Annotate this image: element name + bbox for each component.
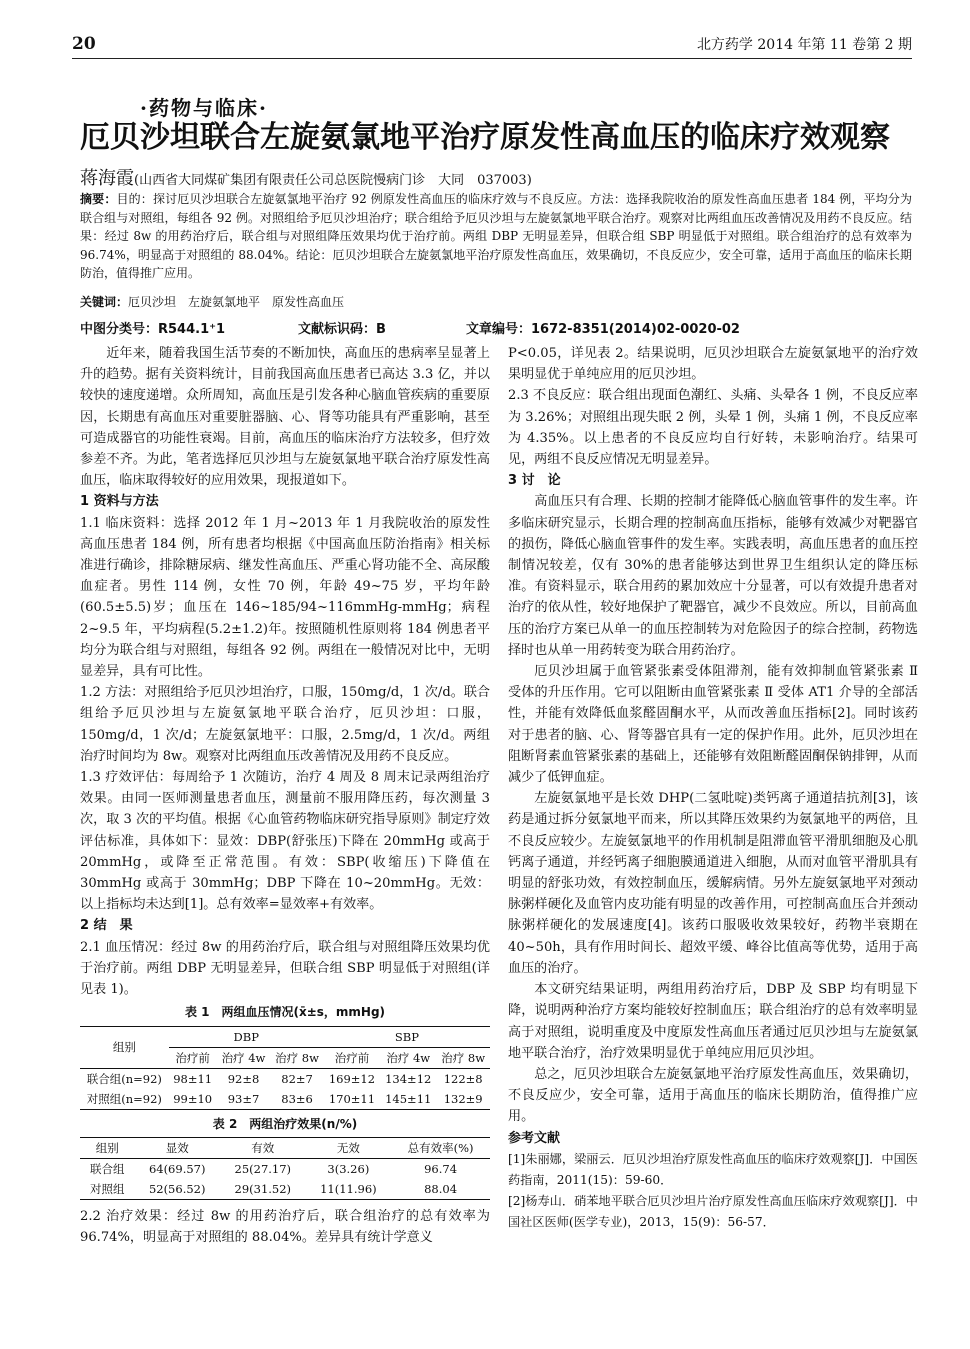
heading-results: 2 结 果: [80, 918, 133, 934]
table1-cell: 170±11: [324, 1089, 380, 1110]
running-header: [72, 26, 912, 59]
table2-cell: 96.74: [424, 1161, 458, 1176]
table1-cell: 联合组(n=92): [86, 1071, 162, 1086]
paragraph-1-3: 1.3 疗效评估：每周给予 1 次随访，治疗 4 周及 8 周末记录两组治疗效果。由同一医师测量患者血压，测量前不服用降压药，每次测量 3 次，取 3 次的平均值。根据《心血管药物临床研究指导原则》制定疗效评估标准，具体如下：显效：DBP(舒张压)下降在 20mmHg 或高于 20mmHg，或降至正常范围。有效：SBP(收缩压)下降值在 30mmHg 或高于 30mmHg；DBP 下降在 10~20mmHg。无效：以上指标均未达到[1]。总有效率=显效率+有效率。: [80, 770, 490, 913]
table1-cell: 122±8: [443, 1071, 483, 1086]
heading-materials-methods: 1 资料与方法: [80, 494, 159, 510]
paragraph-2-1: 2.1 血压情况：经过 8w 的用药治疗后，联合组与对照组降压效果均优于治疗前。两组 DBP 无明显差异，但联合组 SBP 明显低于对照组(详见表 1)。: [80, 939, 490, 998]
article-title: 厄贝沙坦联合左旋氨氯地平治疗原发性高血压的临床疗效观察: [80, 120, 890, 155]
table2-caption: 表 2 两组治疗效果(n/%): [212, 1116, 358, 1131]
discussion-paragraph: 左旋氨氯地平是长效 DHP(二氢吡啶)类钙离子通道拮抗剂[3]，该药是通过拆分氨氯地平而来，所以其降压效果约为氨氯地平的两倍，且不良反应较少。左旋氨氯地平的作用机制是阻滞血管平滑肌细胞及心肌钙离子通道，并经钙离子细胞膜通道进入细胞，从而对血管平滑肌具有明显的舒张功效，有效控制血压，缓解病情。另外左旋氨氯地平对颈动脉粥样硬化及血管内皮功能有明显的改善作用，可控制高血压合并颈动脉粥样硬化的发展速度[4]。该药口服吸收效果较好，药物半衰期在 40~50h，具有作用时间长、超效平缓、峰谷比值高等优势，适用于高血压的治疗。: [508, 791, 918, 976]
table1-subheader: 治疗 8w: [270, 1047, 324, 1068]
abstract-label: 摘要：: [80, 192, 117, 206]
table1-cell: 83±6: [270, 1089, 324, 1110]
table1-subheader: 治疗 4w: [217, 1047, 271, 1068]
table2-cell: 29(31.52): [220, 1179, 306, 1200]
left-column: [80, 343, 490, 1248]
discussion-paragraph: 厄贝沙坦属于血管紧张素受体阻滞剂，能有效抑制血管紧张素 Ⅱ 受体的升压作用。它可以阻断由血管紧张素 Ⅱ 受体 AT1 介导的全部活性，并能有效降低血浆醛固酮水平，从而改善血压指标[2]。同时该药对于患者的脑、心、肾等器官具有一定的保护作用。此外，厄贝沙坦在阻断肾素血管紧张素的基础上，还能够有效阻断醛固酮保钠排钾，从而减少了低钾血症。: [508, 664, 918, 786]
author-line: [80, 164, 532, 190]
table2-header: 显效: [134, 1137, 220, 1158]
table1-group-header: 组别: [80, 1026, 169, 1068]
table2-cell: 对照组: [80, 1179, 134, 1200]
table-row: [80, 1068, 490, 1089]
table2-cell: 3(3.26): [327, 1161, 370, 1176]
table1-cell: 99±10: [169, 1089, 217, 1110]
table1-subheader: 治疗 8w: [436, 1047, 490, 1068]
article-number: 文章编号：1672-8351(2014)02-0020-02: [466, 322, 740, 337]
intro-paragraph: 近年来，随着我国生活节奏的不断加快，高血压的患病率呈显著上升的趋势。据有关资料统计，目前我国高血压患者已高达 3.3 亿，并以较快的速度递增。众所周知，高血压是引发各种心脑血管疾病的重要原因，长期患有高血压对重要脏器脑、心、肾等功能具有严重影响，甚至可造成器官的功能性衰竭。目前，高血压的临床治疗方法较多，但疗效参差不齐。为此，笔者选择厄贝沙坦与左旋氨氯地平联合治疗原发性高血压，临床取得较好的应用效果，现报道如下。: [80, 346, 490, 489]
author-name: 蒋海霞: [80, 168, 134, 189]
paragraph-2-3: 2.3 不良反应：联合组出现面色潮红、头痛、头晕各 1 例，不良反应率为 3.26%；对照组出现失眠 2 例，头晕 1 例，头痛 1 例，不良反应率为 4.35%。以上患者的不良反应均自行好转，未影响治疗。结果可见，两组不良反应情况无明显差异。: [508, 388, 918, 468]
table1-subheader: 治疗前: [324, 1047, 380, 1068]
section-tag: ·药物与临床·: [140, 96, 268, 120]
table1-cell: 93±7: [217, 1089, 271, 1110]
document-code: 文献标识码：B: [298, 322, 386, 337]
table2-cell: 64(69.57): [148, 1161, 206, 1176]
reference-item: [2]杨寿山．硝苯地平联合厄贝沙坦片治疗原发性高血压临床疗效观察[J]．中国社区医师(医学专业)，2013，15(9)：56-57．: [508, 1193, 918, 1229]
table1-cell: 169±12: [328, 1071, 376, 1086]
table1-blood-pressure: [80, 1026, 490, 1110]
table2-cell: 25(27.17): [234, 1161, 292, 1176]
clc-number: 中图分类号：R544.1⁺1: [80, 322, 226, 337]
table1-dbp-header: DBP: [169, 1026, 324, 1047]
table1-caption: 表 1 两组血压情况(x̄±s，mmHg): [184, 1005, 386, 1020]
table1-subheader: 治疗 4w: [380, 1047, 436, 1068]
abstract-text: 目的：探讨厄贝沙坦联合左旋氨氯地平治疗 92 例原发性高血压的临床疗效与不良反应。方法：选择我院收治的原发性高血压患者 184 例，平均分为联合组与对照组，每组各 92 例。对照组给予厄贝沙坦治疗；联合组给予厄贝沙坦与左旋氨氯地平联合治疗。观察对比两组血压改善情况及用药不良反应。结果：经过 8w 的用药治疗后，联合组与对照组降压效果均优于治疗前。两组 DBP 无明显差异，但联合组 SBP 明显低于对照组。联合组治疗的总有效率为 96.74%，明显高于对照组的 88.04%。结论：厄贝沙坦联合左旋氨氯地平治疗原发性高血压，效果确切，不良反应少，安全可靠，适用于高血压的临床长期防治，值得推广应用。: [80, 192, 912, 281]
table-row: [80, 1179, 490, 1200]
table2-cell: 联合组: [89, 1161, 125, 1176]
table1-subheader: 治疗前: [169, 1047, 217, 1068]
discussion-paragraph: 本文研究结果证明，两组用药治疗后，DBP 及 SBP 均有明显下降，说明两种治疗方案均能较好控制血压；联合组治疗的总有效率明显高于对照组，说明重度及中度原发性高血压者通过厄贝沙坦与左旋氨氯地平联合治疗，治疗效果明显优于单纯应用厄贝沙坦。: [508, 982, 918, 1061]
paragraph-2-2-continued: P<0.05，详见表 2。结果说明，厄贝沙坦联合左旋氨氯地平的治疗效果明显优于单纯应用的厄贝沙坦。: [508, 346, 918, 383]
table2-header: 无效: [306, 1137, 392, 1158]
table2-header: 总有效率(%): [391, 1137, 490, 1158]
table2-efficacy: [80, 1137, 490, 1200]
conclusion-paragraph: 总之，厄贝沙坦联合左旋氨氯地平治疗原发性高血压，效果确切，不良反应少，安全可靠，适用于高血压的临床长期防治，值得推广应用。: [508, 1066, 918, 1125]
page-number: 20: [72, 34, 96, 54]
keywords: [80, 293, 912, 310]
table1-cell: 132±9: [436, 1089, 490, 1110]
keywords-text: 厄贝沙坦 左旋氨氯地平 原发性高血压: [128, 295, 345, 309]
table1-cell: 98±11: [173, 1071, 213, 1086]
table2-header: 有效: [220, 1137, 306, 1158]
table1-cell: 92±8: [227, 1071, 260, 1086]
references-heading: 参考文献: [508, 1130, 561, 1146]
table2-header: 组别: [80, 1137, 134, 1158]
table1-cell: 145±11: [380, 1089, 436, 1110]
table-row: [80, 1089, 490, 1110]
references: [508, 1128, 918, 1233]
reference-item: [1]朱丽娜，梁丽云．厄贝沙坦治疗原发性高血压的临床疗效观察[J]．中国医药指南，2011(15)：59-60．: [508, 1151, 918, 1187]
discussion-paragraph: 高血压只有合理、长期的控制才能降低心脑血管事件的发生率。许多临床研究显示，长期合理的控制高血压指标，能够有效减少对靶器官的损伤，降低心脑血管事件的发生率。实践表明，高血压患者的血压控制情况较差，仅有 30%的患者能够达到世界卫生组织认定的降压标准。有资料显示，联合用药的累加效应十分显著，可以有效提升患者对治疗的依从性，较好地保护了靶器官，减少不良效应。所以，目前高血压的治疗方案已从单一的血压控制转为对危险因子的综合控制，药物选择时也从单一用药转变为联合用药治疗。: [508, 494, 918, 658]
journal-issue: 北方药学 2014 年第 11 卷第 2 期: [696, 37, 912, 53]
table1-cell: 134±12: [385, 1071, 432, 1086]
paragraph-1-1: 1.1 临床资料：选择 2012 年 1 月~2013 年 1 月我院收治的原发性高血压患者 184 例，所有患者均根据《中国高血压防治指南》相关标准进行确诊，排除糖尿病、继发性高血压、严重心肾功能不全、高尿酸血症者。男性 114 例，女性 70 例，年龄 49~75 岁，平均年龄(60.5±5.5)岁；血压在 146~185/94~116mmHg-mmHg；病程 2~9.5 年，平均病程(5.2±1.2)年。按照随机性原则将 184 例患者平均分为联合组与对照组，每组各 92 例。两组在一般情况对比中，无明显差异，具有可比性。: [80, 515, 490, 680]
table1-cell: 82±7: [281, 1071, 313, 1086]
keywords-label: 关键词：: [80, 295, 129, 309]
table1-sbp-header: SBP: [324, 1026, 490, 1047]
heading-discussion: 3 讨 论: [508, 473, 561, 489]
table2-cell: 11(11.96): [306, 1179, 392, 1200]
table-row: [80, 1158, 490, 1179]
paragraph-2-2: 2.2 治疗效果：经过 8w 的用药治疗后，联合组治疗的总有效率为 96.74%，明显高于对照组的 88.04%。差异具有统计学意义: [80, 1208, 490, 1245]
right-column: [508, 343, 918, 1233]
author-affiliation: (山西省大同煤矿集团有限责任公司总医院慢病门诊 大同 037003): [134, 173, 532, 188]
table2-cell: 52(56.52): [134, 1179, 220, 1200]
abstract: [80, 190, 912, 283]
table1-cell: 对照组(n=92): [80, 1089, 169, 1110]
table2-cell: 88.04: [391, 1179, 490, 1200]
paragraph-1-2: 1.2 方法：对照组给予厄贝沙坦治疗，口服，150mg/d，1 次/d。联合组给予厄贝沙坦与左旋氨氯地平联合治疗，厄贝沙坦：口服，150mg/d，1 次/d；左旋氨氯地平：口服，2.5mg/d，1 次/d。两组治疗时间均为 8w。观察对比两组血压改善情况及用药不良反应。: [80, 685, 491, 764]
